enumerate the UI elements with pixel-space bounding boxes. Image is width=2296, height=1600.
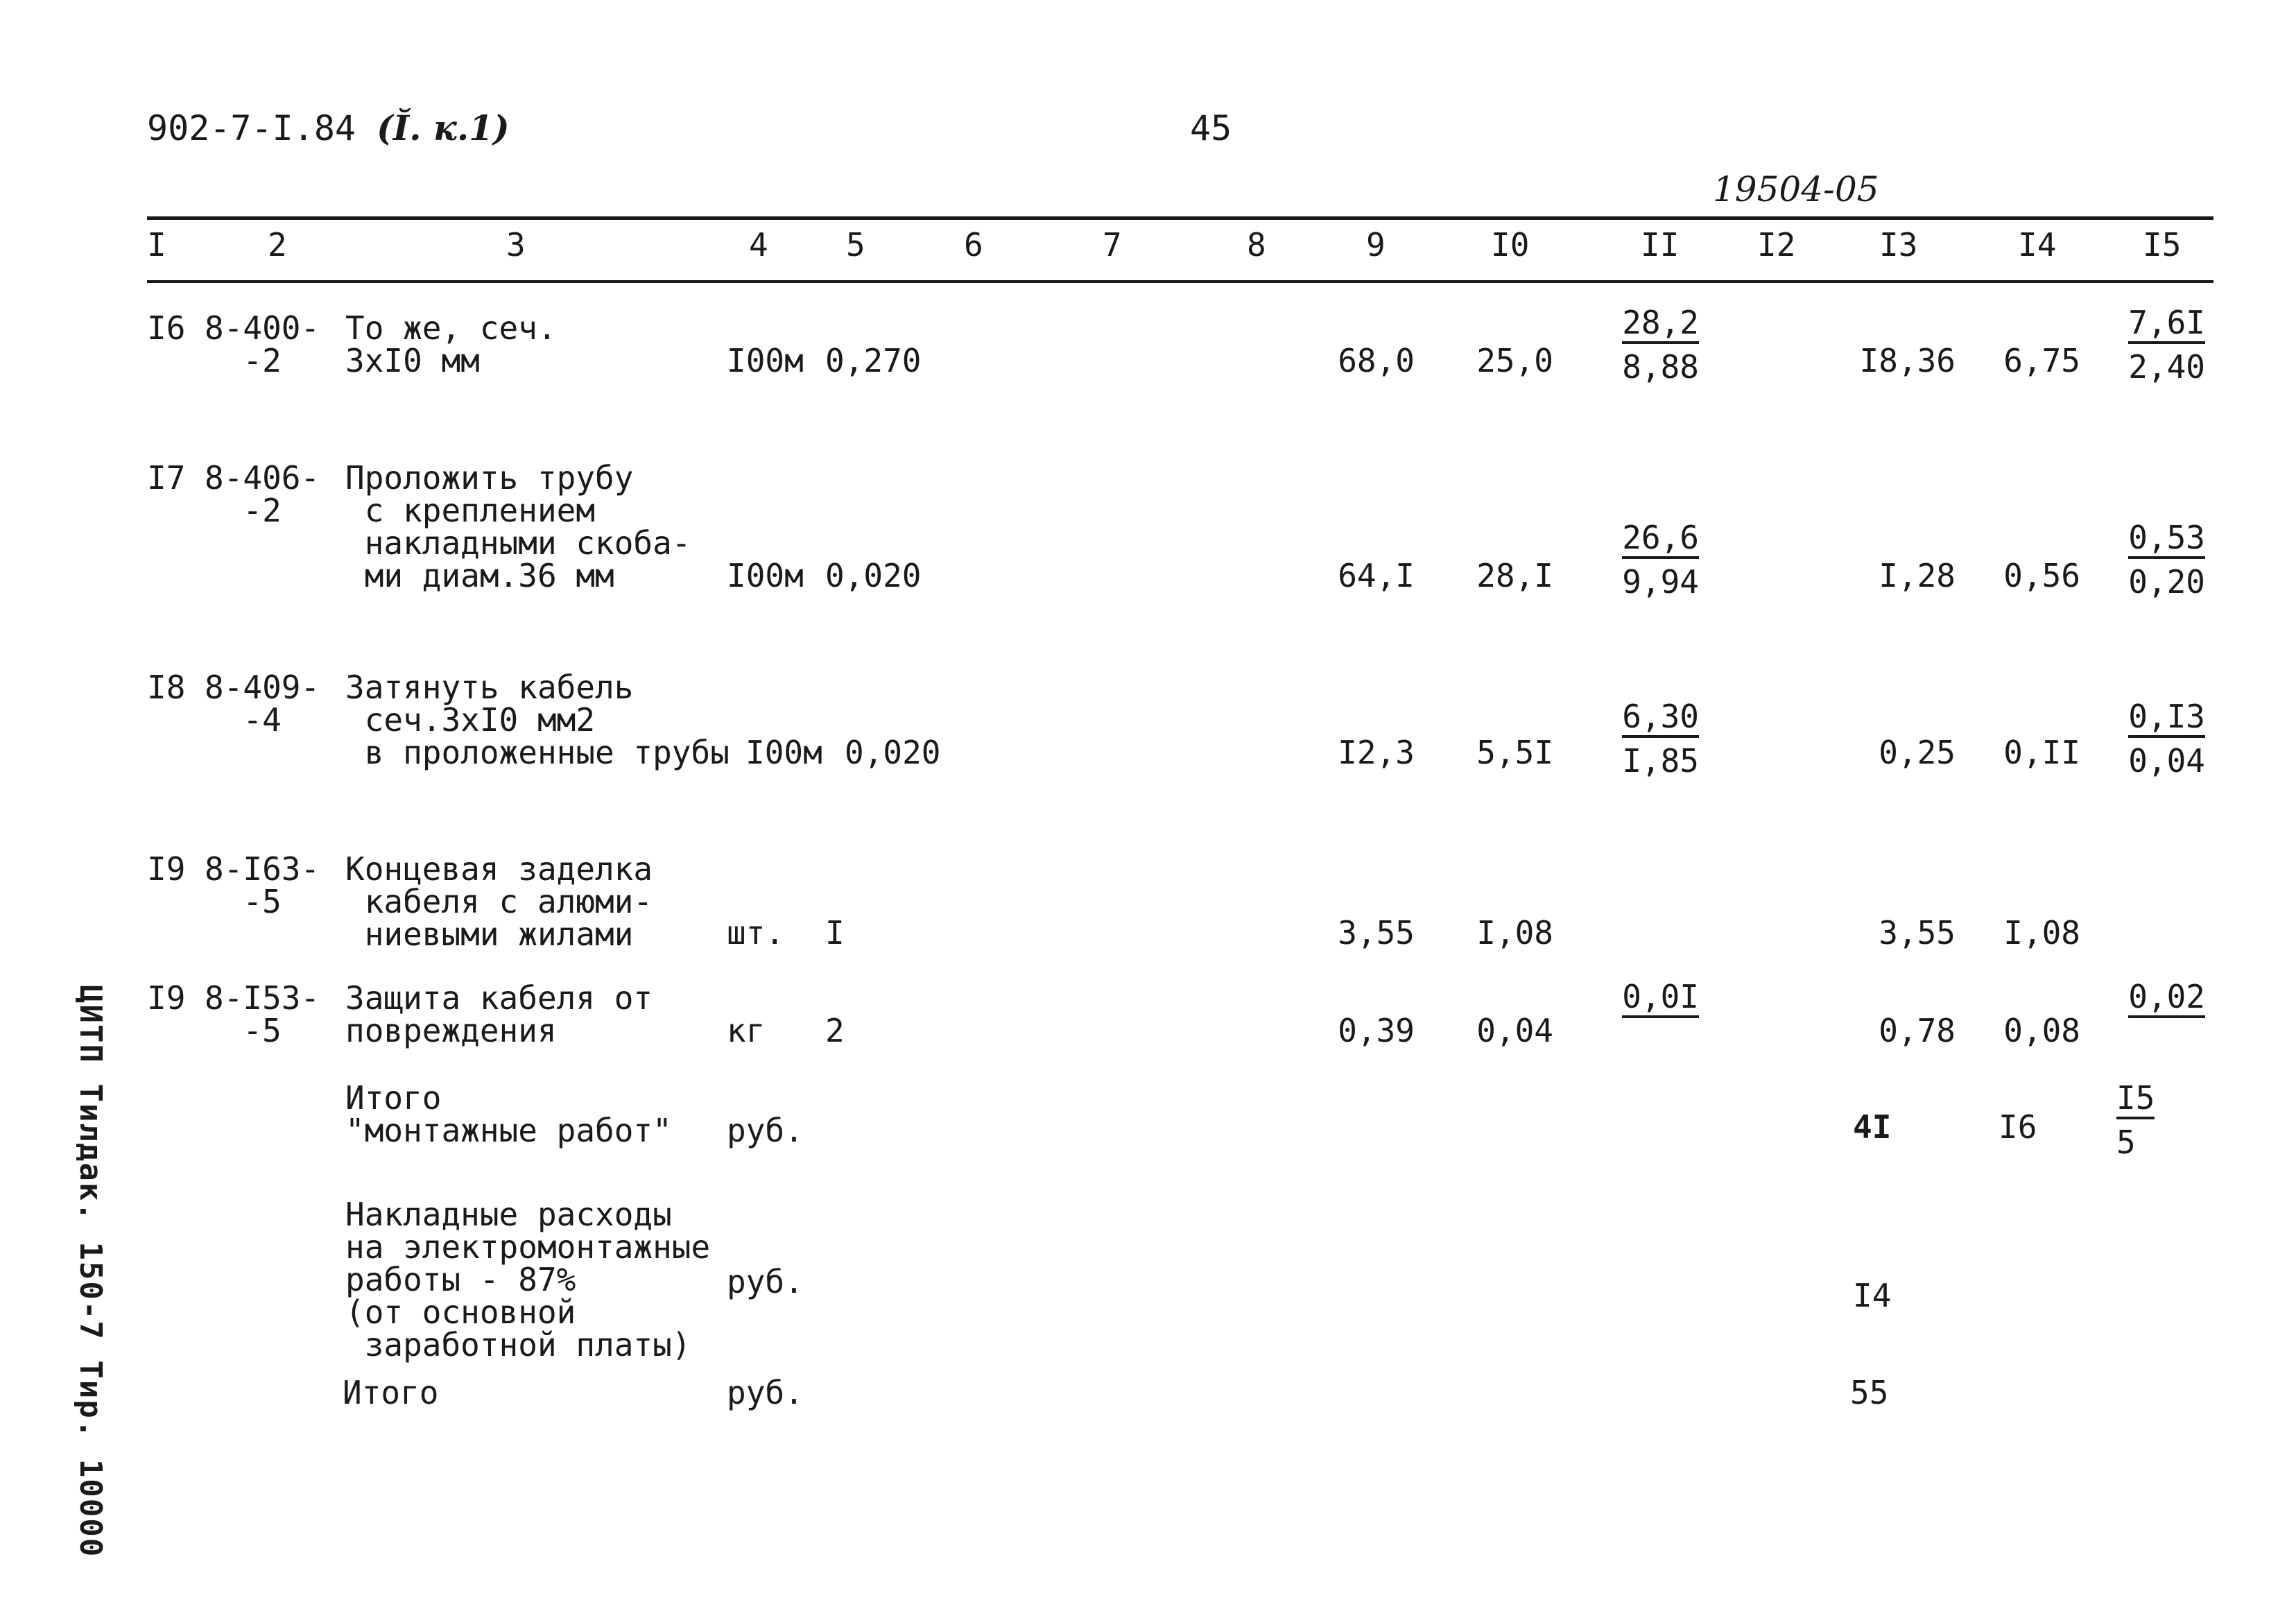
row-unit: шт.	[727, 914, 785, 952]
row-col9: 64,I	[1338, 557, 1415, 594]
row-col14: 0,56	[2003, 557, 2080, 594]
row-col13: 0,78	[1879, 1012, 1956, 1049]
row-code: 8-406- -2	[205, 459, 320, 529]
row-col11-top: 28,2	[1622, 307, 1699, 344]
overhead-unit: руб.	[727, 1263, 804, 1300]
row-col15-bottom: 0,04	[2128, 742, 2205, 780]
row-col11-fraction	[1602, 978, 1699, 1018]
row-unit: кг	[727, 1012, 766, 1049]
row-col11-top: 26,6	[1622, 522, 1699, 559]
row-description: Проложить трубу с креплением накладными скоба- ми диам.36 мм	[345, 459, 691, 594]
row-unit: I00м	[727, 342, 804, 379]
row-col13: I,28	[1879, 557, 1956, 594]
row-col11-bottom: 9,94	[1622, 563, 1699, 601]
col-header-12: I2	[1757, 226, 1796, 264]
page-number: 45	[1190, 108, 1232, 148]
row-col14: 0,08	[2003, 1012, 2080, 1049]
row-col10: 0,04	[1476, 1012, 1553, 1049]
row-col11-fraction	[1602, 519, 1699, 601]
row-code: 8-409- -4	[205, 669, 320, 739]
col-header-2: 2	[268, 226, 287, 264]
total-col15-top: I5	[2116, 1082, 2155, 1119]
row-code: 8-I53- -5	[205, 979, 320, 1049]
row-col11-top: 6,30	[1622, 700, 1699, 738]
row-col10: 5,5I	[1476, 734, 1553, 771]
row-col14: 0,II	[2003, 734, 2080, 771]
col-header-15: I5	[2143, 226, 2182, 264]
top-rule	[147, 216, 2213, 220]
row-col15-fraction	[2108, 978, 2205, 1018]
col-header-14: I4	[2018, 226, 2057, 264]
total-col13: 4I	[1853, 1108, 1892, 1146]
total-col15-fraction	[2116, 1079, 2155, 1161]
row-col15-fraction	[2108, 698, 2205, 780]
final-total-description: Итого	[343, 1374, 439, 1411]
total-col14: I6	[1999, 1108, 2037, 1146]
row-col10: 28,I	[1476, 557, 1553, 594]
overhead-description: Накладные расходы на электромонтажные работы - 87% (от основной заработной платы)	[345, 1196, 711, 1364]
row-col13: 3,55	[1879, 914, 1956, 952]
overhead-col13: I4	[1853, 1277, 1892, 1314]
row-col13: 0,25	[1879, 734, 1956, 771]
final-total-unit: руб.	[727, 1374, 804, 1411]
row-col15-top: 7,6I	[2128, 307, 2205, 344]
col-header-11: II	[1641, 226, 1680, 264]
document-part: (Ĭ. к.1)	[377, 107, 510, 148]
row-col9: I2,3	[1338, 734, 1415, 771]
col-header-8: 8	[1247, 226, 1266, 264]
row-col11-fraction	[1602, 698, 1699, 780]
row-quantity: 0,020	[845, 734, 941, 771]
row-col10: I,08	[1476, 914, 1553, 952]
row-col15-fraction	[2108, 304, 2205, 386]
row-description: То же, сеч. 3хI0 мм	[345, 309, 557, 379]
row-code: 8-I63- -5	[205, 850, 320, 920]
document-code: 902-7-I.84 (Ĭ. к.1)	[147, 107, 510, 148]
row-quantity: I	[825, 914, 845, 952]
header-bottom-rule	[147, 280, 2213, 283]
row-col15-top: 0,53	[2128, 522, 2205, 559]
row-quantity: 0,020	[825, 557, 922, 594]
row-unit: I00м	[727, 557, 804, 594]
row-col15-top: 0,I3	[2128, 700, 2205, 738]
row-quantity: 2	[825, 1012, 845, 1049]
final-total-col13: 55	[1850, 1374, 1889, 1411]
row-col11-bottom: 8,88	[1622, 348, 1699, 386]
row-col13: I8,36	[1859, 342, 1956, 379]
row-number: I9	[147, 850, 186, 888]
row-col11-fraction	[1602, 304, 1699, 386]
row-number: I8	[147, 669, 186, 706]
row-code: 8-400- -2	[205, 309, 320, 379]
row-col11-bottom: I,85	[1622, 742, 1699, 780]
total-col15-bottom: 5	[2116, 1124, 2136, 1161]
handwritten-stamp: 19504-05	[1713, 169, 1879, 209]
col-header-6: 6	[964, 226, 983, 264]
row-unit: I00м	[745, 734, 822, 771]
row-quantity: 0,270	[825, 342, 922, 379]
col-header-3: 3	[506, 226, 526, 264]
row-col9: 68,0	[1338, 342, 1415, 379]
row-col11-top: 0,0I	[1622, 981, 1699, 1018]
col-header-7: 7	[1103, 226, 1122, 264]
row-description: Защита кабеля от повреждения	[345, 979, 653, 1049]
total-unit: руб.	[727, 1112, 804, 1149]
row-col14: 6,75	[2003, 342, 2080, 379]
col-header-9: 9	[1366, 226, 1386, 264]
col-header-10: I0	[1491, 226, 1530, 264]
col-header-5: 5	[846, 226, 865, 264]
row-description: Затянуть кабель сеч.3хI0 мм2 в проложенные трубы	[345, 669, 730, 771]
row-number: I7	[147, 459, 186, 497]
row-col15-fraction	[2108, 519, 2205, 601]
row-col10: 25,0	[1476, 342, 1553, 379]
row-number: I6	[147, 309, 186, 347]
row-description: Концевая заделка кабеля с алюми- ниевыми жилами	[345, 850, 653, 953]
row-col9: 0,39	[1338, 1012, 1415, 1049]
side-printer-note: ЦИТП Тилдак. 150-7 Тир. 10000	[73, 985, 108, 1558]
col-header-4: 4	[749, 226, 768, 264]
col-header-13: I3	[1879, 226, 1918, 264]
col-header-1: I	[147, 226, 166, 264]
row-col14: I,08	[2003, 914, 2080, 952]
row-col15-bottom: 2,40	[2128, 348, 2205, 386]
row-number: I9	[147, 979, 186, 1017]
row-col9: 3,55	[1338, 914, 1415, 952]
row-col15-bottom: 0,20	[2128, 563, 2205, 601]
total-description: Итого "монтажные работ"	[345, 1079, 672, 1149]
row-col15-top: 0,02	[2128, 981, 2205, 1018]
